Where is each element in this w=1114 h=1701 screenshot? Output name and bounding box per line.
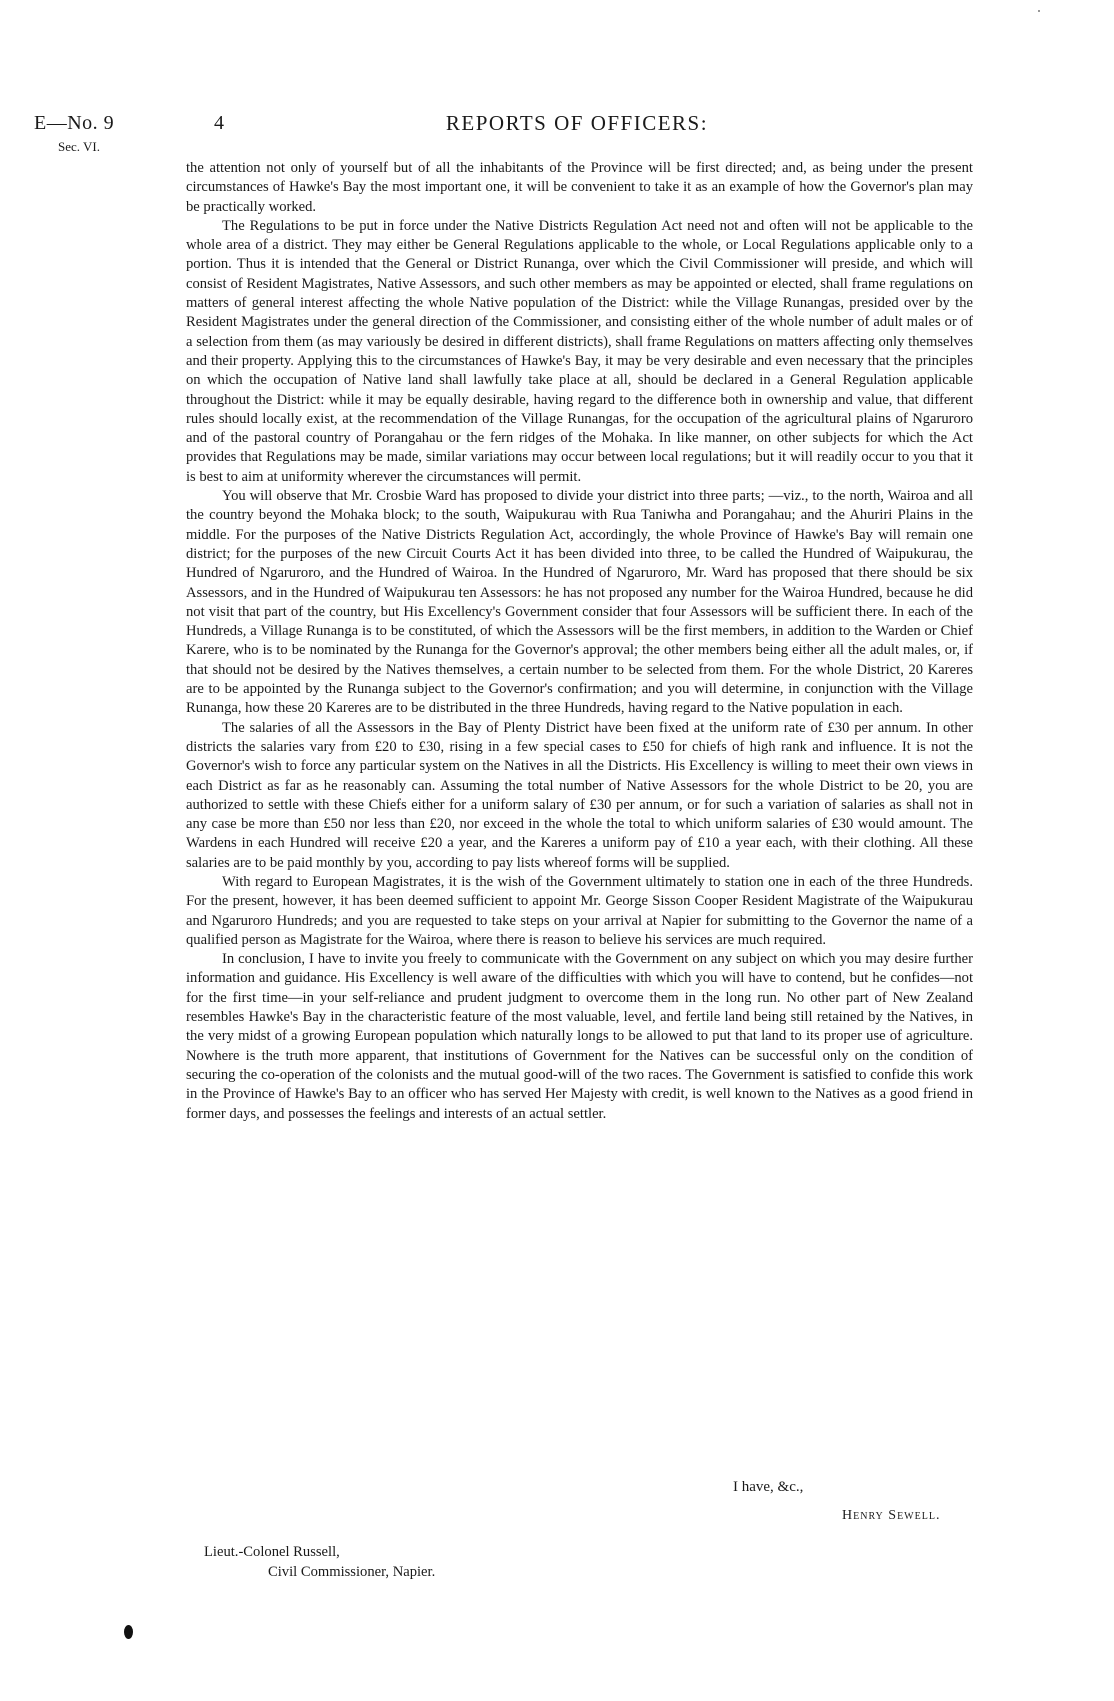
paragraph: The Regulations to be put in force under the Native Districts Regulation Act need not and often will not be applicable to the whole area of a district. They may either be General Regulations applicable to the whole, or Local Regulations applicable only to a portion. Thus it is intended that the General or District Runanga, over which the Civil Commissioner will preside, and which will consist of Resident Magistrates, Native Assessors, and such other members as may be appointed or elected, shall frame regulations on matters of general interest affecting the whole Native population of the District: while the Village Runangas, presided over by the Resident Magistrates under the general direction of the Commissioner, and consisting either of the whole number of adult males or of a selection from them (as may variously be desired in different districts), shall frame Regulations on matters affecting only themselves and their property. Applying this to the circumstances of Hawke's Bay, it may be very desirable and even necessary that the principles on which the occupation of Native land shall lawfully take place at all, should be declared in a General Regulation applicable throughout the District: while it may be equally desirable, having regard to the difference both in ownership and value, that different rules should locally exist, at the recommendation of the Village Runangas, for the occupation of the agricultural plains of Ngaruroro and of the pastoral country of Porangahau or the fern ridges of the Mohaka. In like manner, on other subjects for which the Act provides that Regulations may be made, similar variations may occur between local regulations; but it will readily occur to you that it is best to aim at uniformity wherever the circumstances will permit. [186,217,973,485]
addressee-title: Civil Commissioner, Napier. [268,1564,436,1580]
signature: Henry Sewell. [842,1508,941,1523]
paragraph: The salaries of all the Assessors in the Bay of Plenty District have been fixed at the uniform rate of £30 per annum. In other districts the salaries vary from £20 to £30, rising in a few special cases to £50 for chiefs of high rank and influence. It is not the Governor's wish to force any particular system on the Natives in all the Districts. His Excellency is willing to meet their own views in each District as far as he reasonably can. Assuming the total number of Native Assessors for the whole District to be 20, you are authorized to settle with these Chiefs either for a uniform salary of £30 per annum, or for such a variation of salaries as shall not in any case be more than £50 nor less than £20, nor exceed in the whole the total to which uniform salaries of £30 would amount. The Wardens in each Hundred will receive £20 a year, and the Kareres a uniform pay of £10 a year each, with their clothing. All these salaries are to be paid monthly by you, according to pay lists whereof forms will be supplied. [186,719,973,871]
paragraph: In conclusion, I have to invite you freely to communicate with the Government on any subject on which you may desire further information and guidance. His Excellency is well aware of the difficulties with which you will have to contend, but he confides—not for the first time—in your self-reliance and prudent judgment to overcome them in the long run. No other part of New Zealand resembles Hawke's Bay in the characteristic feature of the most valuable, level, and fertile land being still retained by the Natives, in the very midst of a growing European population which naturally longs to be allowed to put that land to its proper use of agriculture. Nowhere is the truth more apparent, that institutions of Government for the Natives can be successful only on the condition of securing the co-operation of the colonists and the mutual good-will of the two races. The Government is satisfied to confide this work in the Province of Hawke's Bay to an officer who has served Her Majesty with credit, is well known to the Natives as a good friend in former days, and possesses the feelings and interests of an actual settler. [186,951,973,1122]
addressee-block [204,1542,435,1582]
closing-salutation: I have, &c., [733,1479,804,1495]
addressee-name: Lieut.-Colonel Russell, [204,1544,340,1560]
paragraph: With regard to European Magistrates, it is the wish of the Government ultimately to station one in each of the three Hundreds. For the present, however, it has been deemed sufficient to appoint Mr. George Sisson Cooper Resident Magistrate of the Waipukurau and Ngaruroro Hundreds; and you are requested to take steps on your arrival at Napier for submitting to the Governor the name of a qualified person as Magistrate for the Wairoa, where there is reason to believe his services are much required. [186,873,973,948]
section-label: Sec. VI. [58,139,101,154]
page-speck [1038,10,1040,12]
page-number: 4 [214,112,224,134]
page-title: REPORTS OF OFFICERS: [445,111,709,135]
paragraph: You will observe that Mr. Crosbie Ward has proposed to divide your district into three parts; —viz., to the north, Wairoa and all the country beyond the Mohaka block; to the south, Waipukurau with Rua Taniwha and Porangahau; and the Ahuriri Plains in the middle. For the purposes of the Native Districts Regulation Act, accordingly, the whole Province of Hawke's Bay will remain one district; for the purposes of the new Circuit Courts Act it has been divided into three, to be called the Hundred of Waipukurau, the Hundred of Ngaruroro, and the Hundred of Wairoa. In the Hundred of Ngaruroro, Mr. Ward has proposed that there should be six Assessors, and in the Hundred of Waipukurau ten Assessors: he has not proposed any number for the Wairoa Hundred, because he did not visit that part of the country, but His Excellency's Government consider that four Assessors will be sufficient there. In each of the Hundreds, a Village Runanga is to be constituted, of which the Assessors will be the first members, in addition to the Warden or Chief Karere, who is to be nominated by the Runanga for the Governor's approval; the other members being either all the adult males, or, if that should not be desired by the Natives themselves, a certain number to be selected from them. For the whole District, 20 Kareres are to be appointed by the Runanga subject to the Governor's confirmation; and you will determine, in conjunction with the Village Runanga, how these 20 Kareres are to be distributed in the three Hundreds, having regard to the Native population in each. [186,488,973,717]
document-code: E—No. 9 [34,112,115,134]
bullet-mark [124,1625,133,1639]
paragraph: the attention not only of yourself but of all the inhabitants of the Province will be first directed; and, as being under the present circumstances of Hawke's Bay the most important one, it will be convenient to take it as an example of how the Governor's plan may be practically worked. [186,160,973,215]
letter-body [186,159,973,1124]
